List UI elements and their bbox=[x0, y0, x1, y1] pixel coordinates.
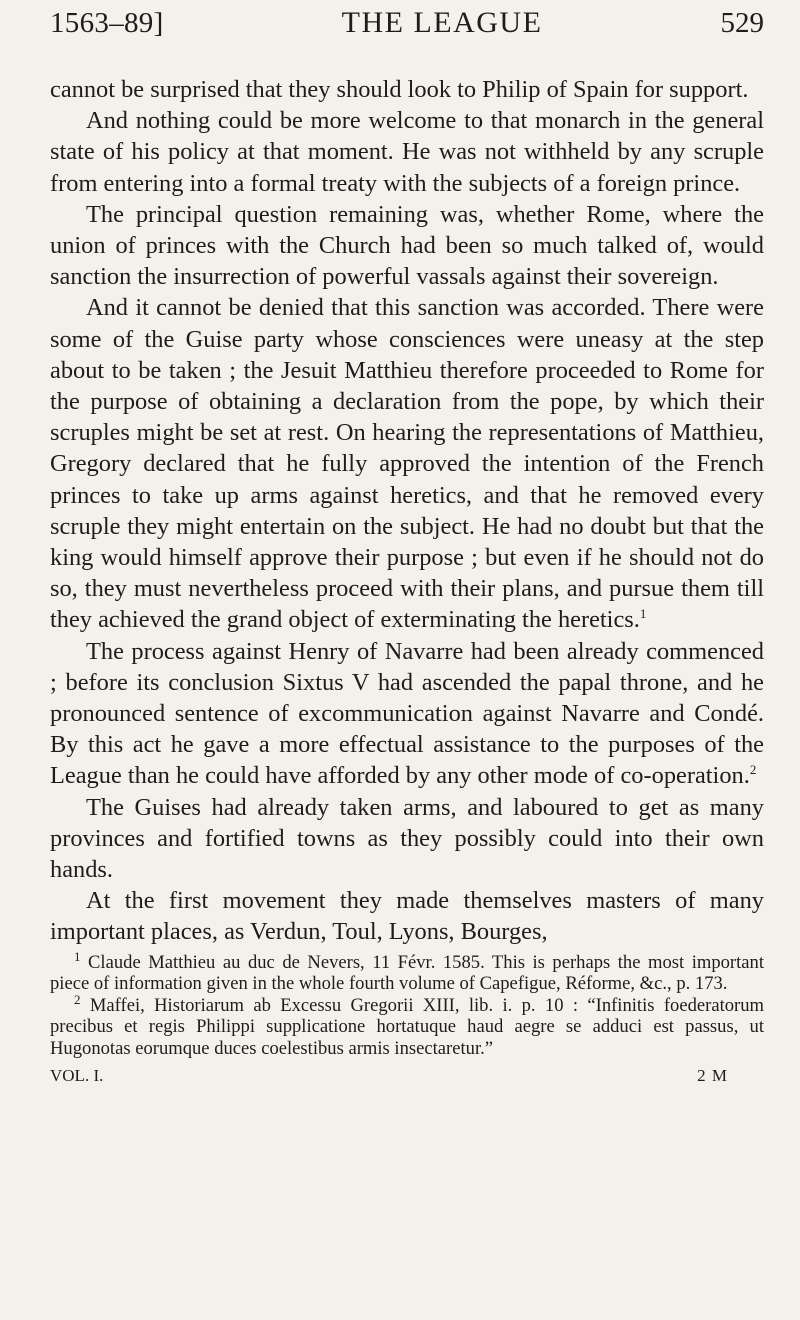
body-text bbox=[50, 74, 764, 948]
paragraph-5-text: The process against Henry of Navarre had been already commenced ; before its conclusion Sixtus V had ascended the papal throne, and he pronounced sentence of excommunication against Navarre and Condé. By this act he gave a more effectual assistance to the purposes of the League than he could have afforded by any other mode of co-operation. bbox=[50, 637, 764, 790]
paragraph-7: At the first movement they made themselves masters of many important places, as Verdun, Toul, Lyons, Bourges, bbox=[50, 887, 764, 946]
paragraph-5 bbox=[50, 636, 764, 792]
paragraph-2: And nothing could be more welcome to that monarch in the general state of his policy at that moment. He was not withheld by any scruple from entering into a formal treaty with the subjects of a foreign prince. bbox=[50, 107, 764, 197]
running-head-years: 1563–89] bbox=[50, 7, 164, 39]
running-head-title: THE LEAGUE bbox=[341, 6, 543, 39]
paragraph-4-text: And it cannot be denied that this sanction was accorded. There were some of the Guise party whose consciences were uneasy at the step about to be taken ; the Jesuit Matthieu therefore proceeded to Rome for the purpose of obtaining a declaration from the pope, by which their scruples might be set at rest. On hearing the representations of Matthieu, Gregory declared that he fully approved the intention of the French princes to take up arms against heretics, and that he removed every scruple they might entertain on the subject. He had no doubt but that the king would himself approve their purpose ; but even if he should not do so, they must nevertheless proceed with their plans, and pursue them till they achieved the grand object of exterminating the heretics. bbox=[50, 294, 764, 634]
signature-mark: 2 M bbox=[697, 1065, 728, 1085]
paragraph-4 bbox=[50, 292, 764, 635]
paragraph-6: The Guises had already taken arms, and laboured to get as many provinces and fortified towns as they possibly could into their own hands. bbox=[50, 793, 764, 884]
footnote-2 bbox=[50, 991, 765, 1060]
footnote-text: Maffei, Historiarum ab Excessu Gregorii XIII, lib. i. p. 10 : “Infinitis foederatorum precibus et regis Philippi supplicatione hortatuque haud aegre se adduci est passus, ut Hugonotas eorumque duces coelestibus armis insectaretur.” bbox=[50, 994, 765, 1060]
paragraph-3: The principal question remaining was, whether Rome, where the union of princes with the Church had been so much talked of, would sanction the insurrection of powerful vassals against their sovereign. bbox=[50, 200, 764, 291]
volume-label: VOL. I. bbox=[50, 1065, 104, 1085]
footnote-text: Claude Matthieu au duc de Nevers, 11 Févr. 1585. This is perhaps the most important piece of information given in the whole fourth volume of Capefigue, Réforme, &c., p. 173. bbox=[50, 951, 764, 995]
page-number: 529 bbox=[720, 7, 764, 39]
footnotes bbox=[50, 948, 765, 1060]
footnote-ref-1: 1 bbox=[639, 606, 647, 622]
footnote-mark: 2 bbox=[74, 991, 81, 1007]
footnote-1 bbox=[50, 948, 764, 995]
running-head bbox=[50, 6, 764, 60]
page-footer bbox=[50, 1066, 764, 1086]
footnote-mark: 1 bbox=[74, 948, 81, 964]
footnote-ref-2: 2 bbox=[749, 762, 757, 778]
paragraph-1: cannot be surprised that they should look to Philip of Spain for support. bbox=[50, 76, 749, 103]
